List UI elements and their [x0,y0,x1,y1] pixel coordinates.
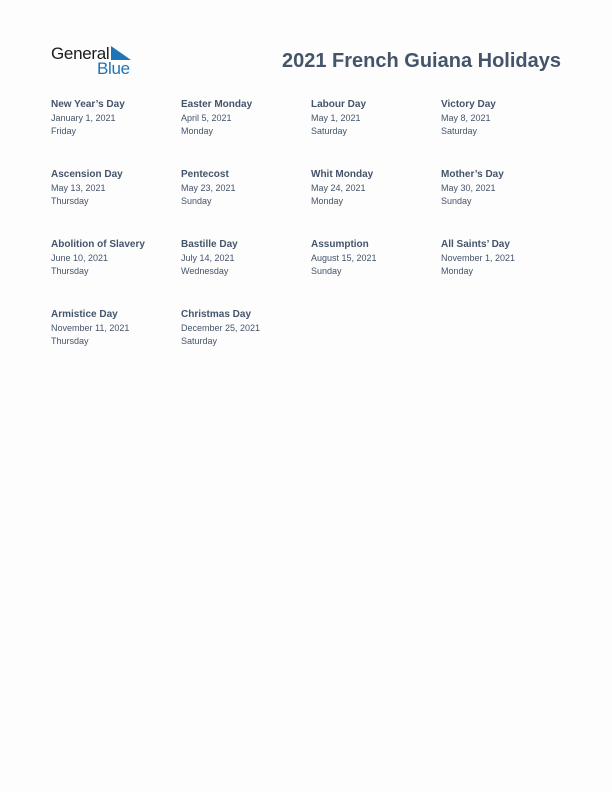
holiday-date: June 10, 2021 [51,253,109,263]
holiday-name: Easter Monday [181,99,253,110]
holiday-item [311,238,439,278]
holiday-weekday: Thursday [51,336,89,346]
holiday-date: May 23, 2021 [181,183,236,193]
holiday-item [181,168,309,208]
logo-word-general: General [51,44,110,63]
holiday-name: Armistice Day [51,309,118,320]
page-title: 2021 French Guiana Holidays [282,50,561,72]
holiday-name: Victory Day [441,99,496,110]
holiday-date: November 1, 2021 [441,253,516,263]
holiday-item [181,308,309,348]
holiday-item [441,168,569,208]
holiday-item [181,98,309,138]
holiday-weekday: Sunday [311,266,342,276]
holiday-date: August 15, 2021 [311,253,377,263]
holiday-item [51,98,179,138]
holiday-item [311,168,439,208]
holiday-date: May 1, 2021 [311,113,361,123]
holiday-weekday: Sunday [441,196,472,206]
holiday-weekday: Friday [51,126,77,136]
holiday-weekday: Monday [181,126,214,136]
holiday-weekday: Thursday [51,266,89,276]
holiday-item [311,98,439,138]
holiday-weekday: Thursday [51,196,89,206]
holiday-weekday: Sunday [181,196,212,206]
logo-word-blue: Blue [97,59,130,78]
holiday-item [51,238,179,278]
holiday-date: May 30, 2021 [441,183,496,193]
holiday-item [181,238,309,278]
holiday-weekday: Saturday [311,126,348,136]
holiday-date: April 5, 2021 [181,113,232,123]
holiday-weekday: Wednesday [181,266,229,276]
holiday-weekday: Saturday [441,126,478,136]
holiday-item [51,168,179,208]
holiday-name: Labour Day [311,99,367,110]
holiday-item [441,98,569,138]
holiday-date: December 25, 2021 [181,323,261,333]
holiday-name: New Year’s Day [51,99,125,110]
holiday-name: Abolition of Slavery [51,239,145,250]
holiday-item [441,238,569,278]
holiday-name: Assumption [311,239,369,250]
holiday-name: Bastille Day [181,239,238,250]
holiday-date: May 13, 2021 [51,183,106,193]
holiday-date: May 24, 2021 [311,183,366,193]
holiday-item [51,308,179,348]
holiday-weekday: Monday [311,196,344,206]
holiday-date: November 11, 2021 [51,323,130,333]
holiday-name: Pentecost [181,169,229,180]
holiday-weekday: Saturday [181,336,218,346]
generalblue-logo [51,44,141,78]
holiday-weekday: Monday [441,266,474,276]
holiday-name: Christmas Day [181,309,252,320]
holiday-name: All Saints’ Day [441,239,510,250]
holiday-name: Ascension Day [51,169,123,180]
holiday-date: May 8, 2021 [441,113,491,123]
holiday-date: January 1, 2021 [51,113,116,123]
holiday-date: July 14, 2021 [181,253,235,263]
holiday-name: Whit Monday [311,169,374,180]
holiday-name: Mother’s Day [441,169,504,180]
logo-triangle-icon [111,46,131,60]
